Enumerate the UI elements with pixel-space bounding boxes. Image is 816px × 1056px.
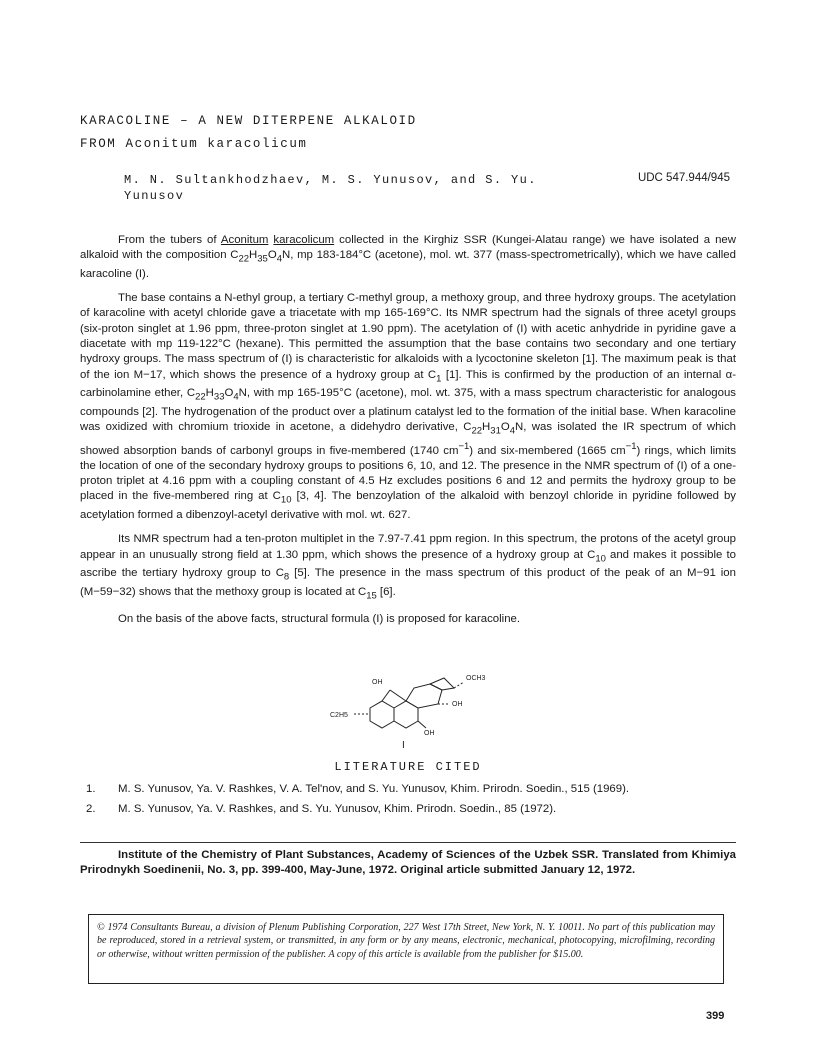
structural-formula <box>330 668 500 736</box>
formula-oh-right-label: OH <box>452 701 463 708</box>
footnote-divider <box>80 842 736 843</box>
copyright-text: © 1974 Consultants Bureau, a division of Plenum Publishing Corporation, 227 West 17th Street, New York, N. Y. 10011. No part of this publication may be reproduced, stored in a retrieval system, or transmitted, in any form or by any means, electronic, mechanical, photocopying, microfilming, recording or otherwise, without written permission of the publisher. A copy of this article is available from the publisher for $15.00. <box>97 922 715 960</box>
paragraph-intro: From the tubers of Aconitum karacolicum collected in the Kirghiz SSR (Kungei-Alatau range) we have isolated a new alkaloid with the composition $C_{22}H_{35}O_4N$, mp 183-184°C (acetone), mol. wt. 377 (mass-spectrometrically), which we have called karacoline (I). <box>80 234 736 280</box>
copyright-notice <box>88 914 724 984</box>
formula-label: I <box>402 740 405 751</box>
author-list: M. N. Sultankhodzhaev, M. S. Yunusov, and S. Yu. Yunusov <box>124 173 537 203</box>
article-title-line-1: KARACOLINE – A NEW DITERPENE ALKALOID <box>80 114 417 128</box>
institution-text: Institute of the Chemistry of Plant Substances, Academy of Sciences of the Uzbek SSR. Translated from Khimiya Prirodnykh Soedinenii, No. 3, pp. 399-400, May-June, 1972. Original article submitted January 12, 1972. <box>80 849 736 876</box>
institution-footnote <box>80 848 736 878</box>
article-body <box>80 233 736 637</box>
page-number: 399 <box>706 1010 725 1022</box>
reference-item <box>86 782 736 797</box>
paragraph-structure: The base contains a N-ethyl group, a tertiary C-methyl group, a methoxy group, and three hydroxy groups. The acetylation of karacoline with acetyl chloride gave a triacetate with mp 165-169°C. Its NMR spectrum had the signals of three acetyl groups (six-proton singlet at 1.96 ppm, three-proton singlet at 1.90 ppm). The acetylation of (I) with acetic anhydride in pyridine gave a diacetate with mp 119-122°C (hexane). This permitted the assumption that the base contains two secondary and one tertiary hydroxy groups. The mass spectrum of (I) is characteristic for alkaloids with a lycoctonine skeleton [1]. The maximum peak is that of the ion M−17, which shows the presence of a hydroxy group at $C_1$ [1]. This is confirmed by the production of an internal α-carbinolamine ether, $C_{22}H_{33}O_4N$, with mp 165-195°C (acetone), mol. wt. 375, with a mass spectrum characteristic for analogous compounds [2]. The hydrogenation of the product over a platinum catalyst led to the formation of the initial base. When karacoline was oxidized with chromium trioxide in acetone, a didehydro derivative, $C_{22}H_{31}O_4N$, was isolated the IR spectrum of which showed absorption bands of carbonyl groups in five-membered (1740 $cm^{-1}$) and six-membered (1665 $cm^{-1}$) rings, which limits the location of one of the secondary hydroxy groups to positions 6, 10, and 12. The presence in the NMR spectrum of (I) of a one-proton triplet at 4.16 ppm with a coupling constant of 4.5 Hz excludes positions 6 and 12 and permits the hydroxy group to be placed in the five-membered ring at $C_{10}$ [3, 4]. The benzoylation of the alkaloid with benzoyl chloride in pyridine followed by acetylation formed a dibenzoyl-acetyl derivative with mol. wt. 627. <box>80 292 737 521</box>
formula-och3-label: OCH3 <box>466 675 486 682</box>
formula-oh-bottom-label: OH <box>424 730 435 736</box>
reference-item <box>86 802 736 817</box>
reference-number: 1. <box>86 783 96 795</box>
reference-number: 2. <box>86 803 96 816</box>
paragraph-nmr: Its NMR spectrum had a ten-proton multiplet in the 7.97-7.41 ppm region. In this spectrum, the protons of the acetyl group appear in an unusually strong field at 1.30 ppm, which shows the presence of a hydroxy group at $C_{10}$ and makes it possible to ascribe the tertiary hydroxy group to $C_8$ [5]. The presence in the mass spectrum of this product of the peak of an M−91 ion (M−59−32) shows that the methoxy group is located at $C_{15}$ [6]. <box>80 533 736 601</box>
reference-text: M. S. Yunusov, Ya. V. Rashkes, and S. Yu. Yunusov, Khim. Prirodn. Soedin., 85 (1972). <box>118 803 557 816</box>
references-list <box>86 782 736 823</box>
reference-text: M. S. Yunusov, Ya. V. Rashkes, V. A. Tel'nov, and S. Yu. Yunusov, Khim. Prirodn. Soedin., 515 (1969). <box>118 783 630 795</box>
references-heading: LITERATURE CITED <box>334 760 482 774</box>
formula-ethyl-label: C2H5 <box>330 712 348 719</box>
paragraph-conclusion: On the basis of the above facts, structural formula (I) is proposed for karacoline. <box>118 613 521 626</box>
article-title-line-2: FROM Aconitum karacolicum <box>80 137 308 151</box>
formula-oh-top-label: OH <box>372 679 383 686</box>
udc-code: UDC 547.944/945 <box>637 172 730 184</box>
